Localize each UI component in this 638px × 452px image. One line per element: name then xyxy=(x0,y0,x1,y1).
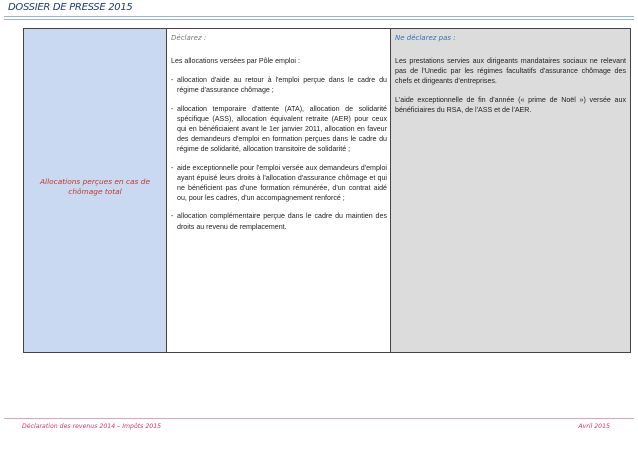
not-declare-paragraph: Les prestations servies aux dirigeants mandataires sociaux ne relevant pas de l'Unedic par les régimes facultatifs d'assurance chômage des chefs et dirigeants d'entreprises. xyxy=(395,57,626,86)
header-divider-secondary xyxy=(4,19,634,20)
footer-divider xyxy=(4,418,634,419)
row-label-cell xyxy=(24,29,167,352)
list-item: - allocation d'aide au retour à l'emploi perçue dans le cadre du régime d'assurance chômage ; xyxy=(171,76,387,95)
footer-date: Avril 2015 xyxy=(578,423,610,430)
not-declare-heading: Ne déclarez pas : xyxy=(395,34,456,42)
declare-column xyxy=(167,29,391,352)
declare-intro: Les allocations versées par Pôle emploi : xyxy=(171,57,300,65)
footer-left-text: Déclaration des revenus 2014 – Impôts 2015 xyxy=(22,423,162,430)
list-item: - allocation complémentaire perçue dans le cadre du maintien des droits au revenu de remplacement. xyxy=(171,212,387,231)
not-declare-paragraph: L'aide exceptionnelle de fin d'année (« prime de Noël ») versée aux bénéficiaires du RSA, de l'ASS et de l'AER. xyxy=(395,95,626,114)
list-item: - aide exceptionnelle pour l'emploi versée aux demandeurs d'emploi ayant épuisé leurs droits à l'allocation d'assurance chômage et qui ne bénéficient pas d'une formation rémunérée, d'un contrat aidé ou, pour les cadres, d'un accompagnement renforcé ; xyxy=(171,163,387,203)
row-label: Allocations perçues en cas de chômage total xyxy=(39,176,150,196)
declare-heading: Déclarez : xyxy=(171,34,207,42)
not-declare-column xyxy=(391,29,630,352)
list-item: - allocation temporaire d'attente (ATA), allocation de solidarité spécifique (ASS), allocation équivalent retraite (AER) pour ceux qui en bénéficiaient avant le 1er janvier 2011, allocation en faveur des demandeurs d'emploi en formation perçues dans le cadre du régime de solidarité, allocation transitoire de solidarité ; xyxy=(171,104,387,154)
income-table xyxy=(23,28,631,353)
header-divider xyxy=(4,16,634,17)
document-title: DOSSIER DE PRESSE 2015 xyxy=(8,2,133,13)
